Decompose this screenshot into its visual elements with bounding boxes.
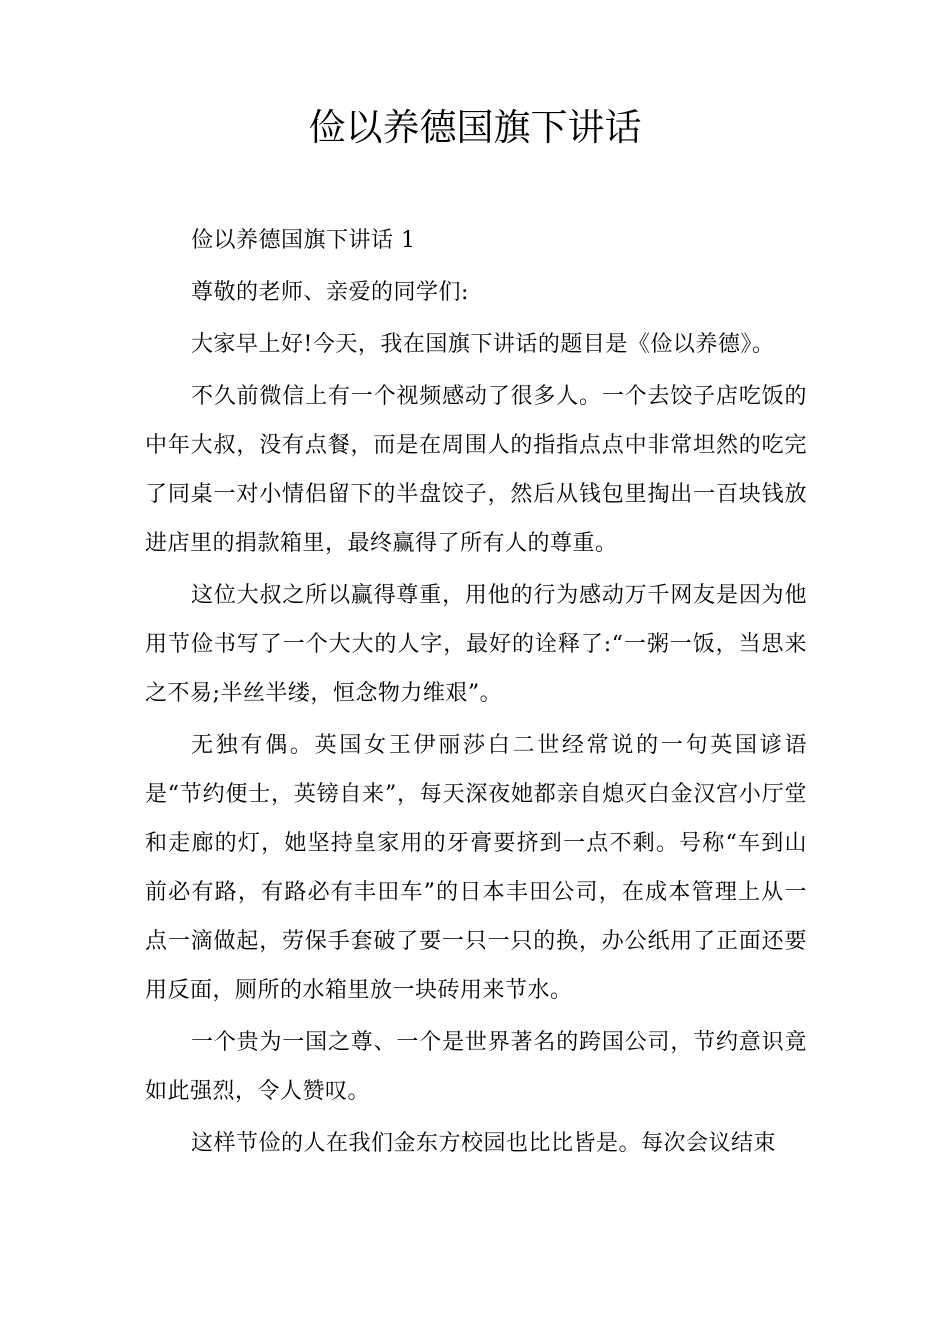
paragraph-intro: 大家早上好!今天，我在国旗下讲话的题目是《俭以养德》。 [191, 332, 775, 357]
paragraph-comment: 一个贵为一国之尊、一个是世界著名的跨国公司，节约意识竟如此强烈，令人赞叹。 [145, 1030, 807, 1104]
document-title: 俭以养德国旗下讲话 [308, 106, 642, 149]
paragraph-story: 不久前微信上有一个视频感动了很多人。一个去饺子店吃饭的中年大叔，没有点餐，而是在周围人的指指点点中非常坦然的吃完了同桌一对小情侣留下的半盘饺子，然后从钱包里掏出一百块钱放进店里的捐款箱里，最终赢得了所有人的尊重。 [145, 384, 807, 556]
paragraph-examples: 无独有偶。英国女王伊丽莎白二世经常说的一句英国谚语是“节约便士，英镑自来”，每天深夜她都亲自熄灭白金汉宫小厅堂和走廊的灯，她坚持皇家用的牙膏要挤到一点不剩。号称“车到山前必有路，有路必有丰田车”的日本丰田公司，在成本管理上从一点一滴做起，劳保手套破了要一只一只的换，办公纸用了正面还要用反面，厕所的水箱里放一块砖用来节水。 [145, 733, 807, 1003]
paragraph-explanation: 这位大叔之所以赢得尊重，用他的行为感动万千网友是因为他用节俭书写了一个大大的人字，最好的诠释了:“一粥一饭，当思来之不易;半丝半缕，恒念物力维艰”。 [145, 583, 807, 706]
paragraph-greeting: 尊敬的老师、亲爱的同学们: [191, 280, 469, 305]
document-body [145, 216, 807, 1168]
paragraph-school: 这样节俭的人在我们金东方校园也比比皆是。每次会议结束 [191, 1131, 777, 1156]
paragraph-heading: 俭以养德国旗下讲话 1 [191, 228, 416, 253]
